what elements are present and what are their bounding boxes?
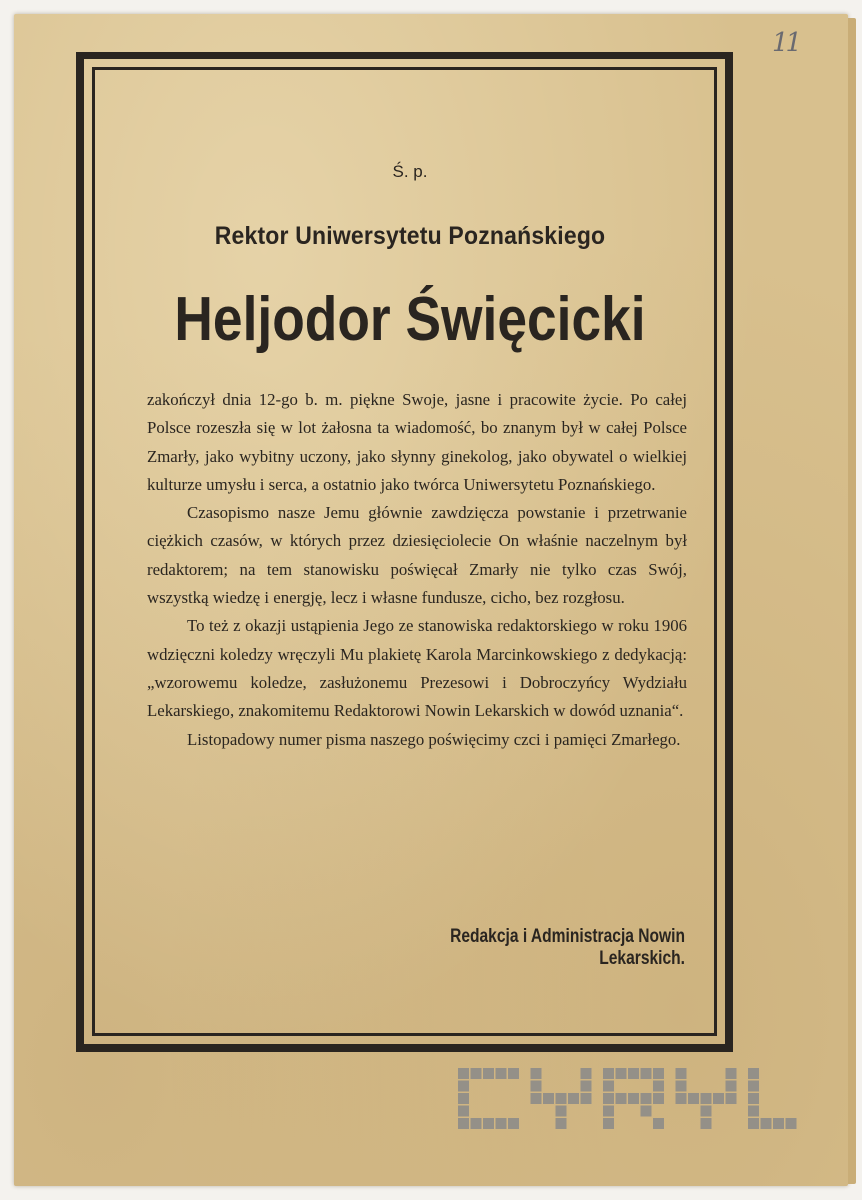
watermark-block: [748, 1093, 759, 1104]
obituary-text: [147, 386, 687, 754]
watermark-block: [713, 1093, 724, 1104]
paragraph-1: zakończył dnia 12-go b. m. piękne Swoje, jasne i pracowite życie. Po całej Polsce rozeszła się w lot żałosna ta wiadomość, bo znanym był w całej Polsce Zmarły, jako wybitny uczony, jako słynny ginekolog, jako obywatel o wielkiej kulturze umysłu i serca, a ostatnio jako twórca Uniwersytetu Poznańskiego.: [147, 390, 687, 494]
watermark-block: [508, 1118, 519, 1129]
paragraph-3: To też z okazji ustąpienia Jego ze stanowiska redaktorskiego w roku 1906 wdzięczni koledzy wręczyli Mu plakietę Karola Marcinkowskiego z dedykacją: „wzorowemu koledze, zasłużonemu Prezesowi i Dobroczyńcy Wydziału Lekarskiego, znakomitemu Redaktorowi Nowin Lekarskich w dowód uznania“.: [147, 616, 687, 721]
watermark-block: [581, 1093, 592, 1104]
watermark-block: [458, 1118, 469, 1129]
cyryl-watermark-logo: [458, 1064, 798, 1134]
watermark-block: [653, 1081, 664, 1092]
watermark-block: [458, 1068, 469, 1079]
folio-mark: 11: [772, 28, 800, 58]
watermark-block: [496, 1118, 507, 1129]
watermark-block: [641, 1106, 652, 1117]
watermark-block: [471, 1118, 482, 1129]
heading-subtitle: Rektor Uniwersytetu Poznańskiego: [214, 222, 606, 250]
watermark-block: [726, 1093, 737, 1104]
watermark-glyphs: [458, 1064, 798, 1134]
watermark-block: [603, 1081, 614, 1092]
watermark-block: [556, 1093, 567, 1104]
watermark-block: [531, 1081, 542, 1092]
watermark-block: [748, 1068, 759, 1079]
watermark-block: [471, 1068, 482, 1079]
watermark-block: [483, 1068, 494, 1079]
watermark-block: [786, 1118, 797, 1129]
watermark-block: [628, 1068, 639, 1079]
watermark-block: [726, 1081, 737, 1092]
watermark-block: [556, 1106, 567, 1117]
watermark-block: [748, 1106, 759, 1117]
watermark-block: [531, 1068, 542, 1079]
watermark-block: [773, 1118, 784, 1129]
signature: Redakcja i Administracja Nowin Lekarskich.: [450, 926, 685, 969]
watermark-block: [676, 1081, 687, 1092]
watermark-block: [628, 1093, 639, 1104]
watermark-block: [676, 1093, 687, 1104]
heading-sp: Ś. p.: [392, 162, 428, 181]
watermark-block: [701, 1118, 712, 1129]
watermark-block: [701, 1093, 712, 1104]
watermark-block: [653, 1093, 664, 1104]
watermark-block: [653, 1118, 664, 1129]
watermark-block: [496, 1068, 507, 1079]
watermark-block: [676, 1068, 687, 1079]
watermark-block: [616, 1093, 627, 1104]
watermark-block: [641, 1093, 652, 1104]
watermark-block: [483, 1118, 494, 1129]
watermark-block: [531, 1093, 542, 1104]
watermark-block: [543, 1093, 554, 1104]
page-edge: [848, 18, 856, 1184]
watermark-block: [508, 1068, 519, 1079]
watermark-block: [603, 1118, 614, 1129]
watermark-block: [701, 1106, 712, 1117]
watermark-block: [458, 1106, 469, 1117]
watermark-block: [688, 1093, 699, 1104]
watermark-block: [581, 1081, 592, 1092]
heading-name: Heljodor Święcicki: [174, 285, 646, 354]
watermark-block: [748, 1081, 759, 1092]
paragraph-2: Czasopismo nasze Jemu głównie zawdzięcza powstanie i przetrwanie ciężkich czasów, w których przez dziesięciolecie On właśnie naczelnym był redaktorem; na tem stanowisku poświęcał Zmarły nie tylko czas Swój, wszystką wiedzę i energję, lecz i własne fundusze, cicho, bez rozgłosu.: [147, 503, 687, 608]
watermark-block: [556, 1118, 567, 1129]
watermark-block: [458, 1081, 469, 1092]
watermark-block: [653, 1068, 664, 1079]
watermark-block: [603, 1093, 614, 1104]
watermark-block: [568, 1093, 579, 1104]
watermark-block: [761, 1118, 772, 1129]
watermark-block: [616, 1068, 627, 1079]
watermark-block: [726, 1068, 737, 1079]
watermark-block: [603, 1068, 614, 1079]
watermark-block: [458, 1093, 469, 1104]
watermark-block: [581, 1068, 592, 1079]
paragraph-4: Listopadowy numer pisma naszego poświęcimy czci i pamięci Zmarłego.: [187, 729, 681, 749]
watermark-block: [748, 1118, 759, 1129]
watermark-block: [641, 1068, 652, 1079]
watermark-block: [603, 1106, 614, 1117]
